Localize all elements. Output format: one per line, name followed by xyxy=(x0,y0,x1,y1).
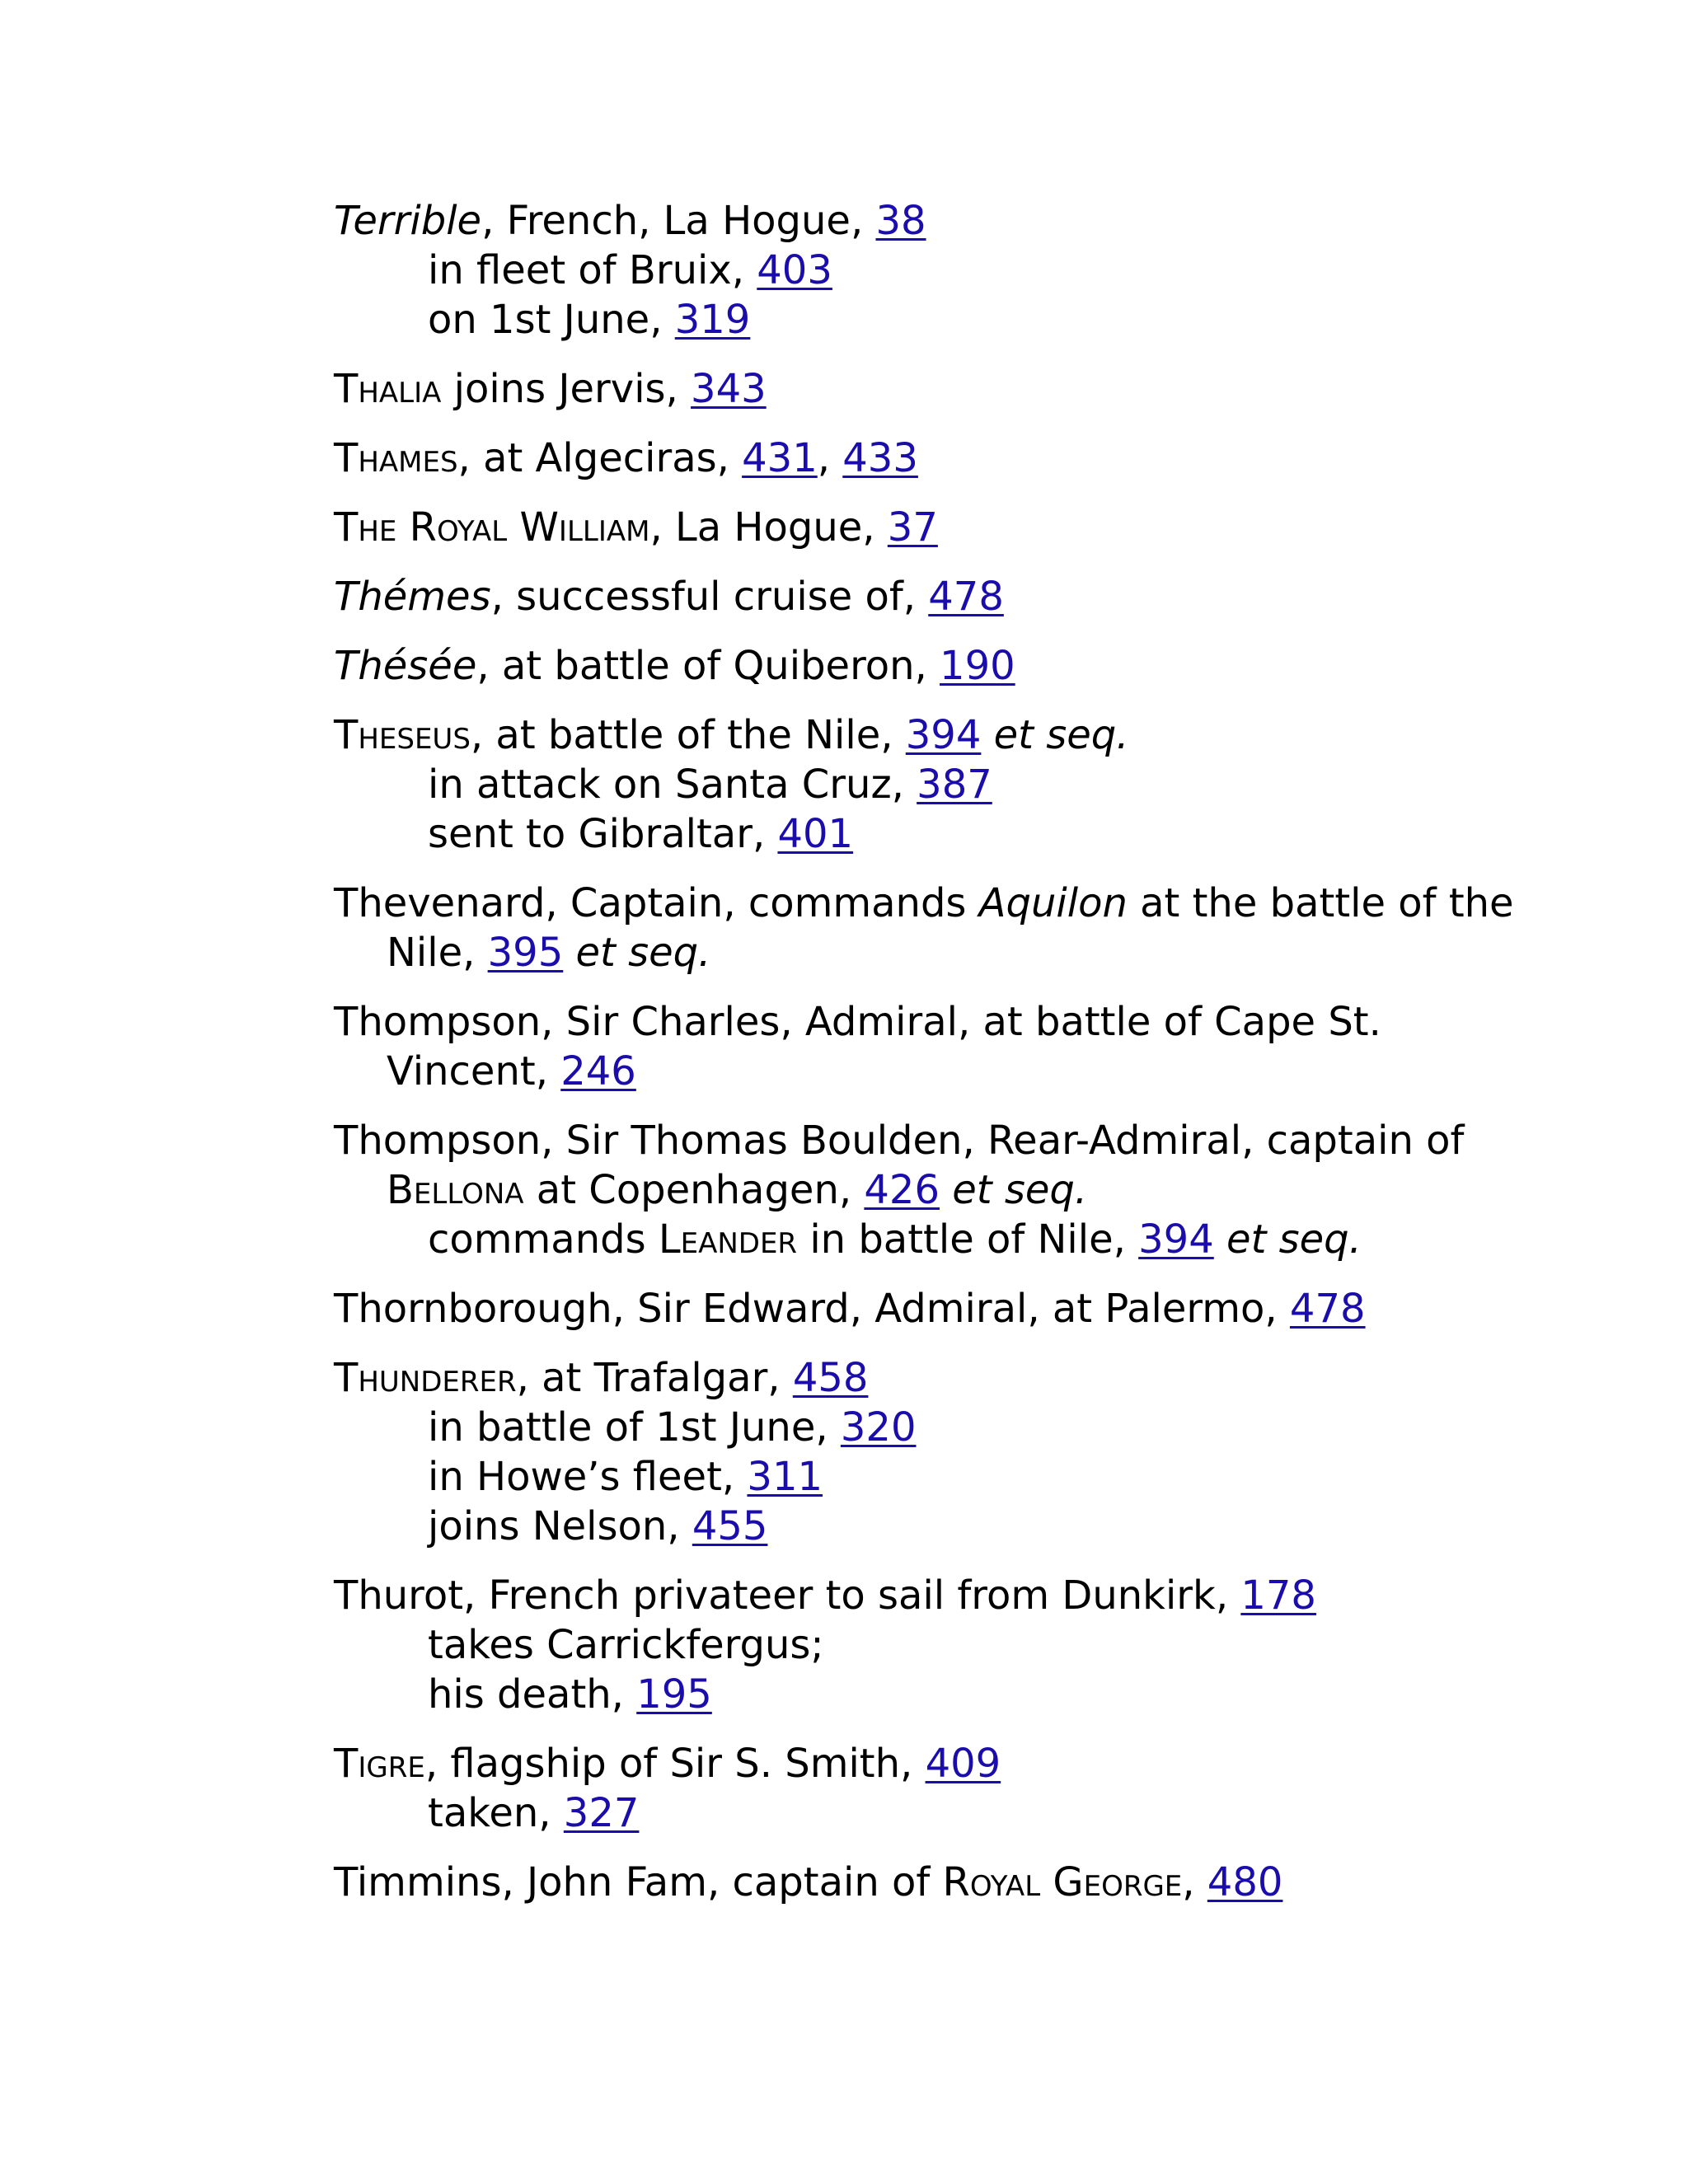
page-reference-link[interactable]: 387 xyxy=(917,762,992,808)
ship-name: Bellona xyxy=(387,1167,524,1213)
index-entry xyxy=(334,997,1430,1096)
page-reference-link[interactable]: 395 xyxy=(487,930,564,976)
ship-name: Thames xyxy=(334,435,458,481)
page-reference-link[interactable]: 311 xyxy=(747,1454,823,1500)
index-entry xyxy=(334,434,1430,483)
italic-text: Thémes xyxy=(334,574,491,620)
index-entry xyxy=(334,503,1430,552)
entry-text: , xyxy=(1182,1859,1207,1905)
index-entry xyxy=(334,572,1430,621)
entry-text: , successful cruise of, xyxy=(490,574,929,620)
index-entry xyxy=(334,196,1430,344)
italic-text: et seq. xyxy=(952,1167,1088,1213)
entry-text: takes Carrickfergus; xyxy=(428,1622,824,1668)
entry-heading-line xyxy=(334,434,1430,483)
index-entry xyxy=(334,1739,1430,1838)
entry-subentry-line xyxy=(334,1215,1430,1264)
page-reference-link[interactable]: 394 xyxy=(1138,1216,1214,1263)
entry-text: , at Algeciras, xyxy=(457,435,743,481)
page-reference-link[interactable]: 195 xyxy=(636,1671,712,1718)
page-reference-link[interactable]: 246 xyxy=(560,1048,636,1094)
entry-heading-line xyxy=(334,503,1430,552)
page-reference-link[interactable]: 401 xyxy=(777,811,854,857)
entry-heading-line xyxy=(334,710,1430,760)
index-entry xyxy=(334,1858,1430,1907)
entry-text: Thompson, Sir Charles, Admiral, at battle of Cape St. xyxy=(334,999,1381,1045)
italic-text: et seq. xyxy=(993,712,1129,758)
entry-text: on 1st June, xyxy=(428,297,675,343)
entry-heading-line xyxy=(334,1858,1430,1907)
italic-text: Thésée xyxy=(334,643,477,689)
entry-heading-line xyxy=(334,1739,1430,1788)
italic-text: et seq. xyxy=(1226,1216,1362,1263)
entry-text: Timmins, John Fam, captain of xyxy=(334,1859,943,1905)
page-reference-link[interactable]: 433 xyxy=(842,435,918,481)
entry-text: at Copenhagen, xyxy=(523,1167,865,1213)
page-reference-link[interactable]: 343 xyxy=(691,366,767,412)
page-reference-link[interactable]: 190 xyxy=(940,643,1015,689)
entry-subentry-line xyxy=(334,809,1430,859)
entry-text: Vincent, xyxy=(387,1048,561,1094)
page-reference-link[interactable]: 455 xyxy=(692,1503,768,1549)
entry-text: , La Hogue, xyxy=(649,504,888,551)
entry-heading-line xyxy=(334,641,1430,691)
entry-text: joins Nelson, xyxy=(428,1503,692,1549)
entry-text: , at battle of the Nile, xyxy=(470,712,906,758)
index-entry xyxy=(334,1571,1430,1719)
entry-text: Thevenard, Captain, commands xyxy=(334,880,979,926)
italic-text: et seq. xyxy=(575,930,711,976)
entry-text: sent to Gibraltar, xyxy=(428,811,778,857)
page-reference-link[interactable]: 431 xyxy=(742,435,818,481)
entry-subentry-line xyxy=(334,760,1430,809)
entry-subentry-line xyxy=(334,1620,1430,1670)
entry-heading-line xyxy=(334,1284,1430,1333)
page-reference-link[interactable]: 327 xyxy=(563,1790,640,1836)
page-reference-link[interactable]: 38 xyxy=(875,198,926,244)
entry-text xyxy=(563,930,575,976)
entry-text: in battle of 1st June, xyxy=(428,1404,841,1451)
entry-heading-line xyxy=(334,572,1430,621)
entry-text: in Howe’s fleet, xyxy=(428,1454,748,1500)
ship-name: Thalia xyxy=(334,366,442,412)
index-entry xyxy=(334,364,1430,414)
page-reference-link[interactable]: 319 xyxy=(674,297,751,343)
ship-name: Theseus xyxy=(334,712,471,758)
entry-subentry-line xyxy=(334,1452,1430,1502)
entry-text xyxy=(981,712,993,758)
entry-continuation-line xyxy=(334,1047,1430,1096)
page-reference-link[interactable]: 478 xyxy=(928,574,1004,620)
entry-text: , xyxy=(817,435,843,481)
entry-text: , French, La Hogue, xyxy=(481,198,876,244)
entry-text: , flagship of Sir S. Smith, xyxy=(424,1741,926,1787)
entry-text: joins Jervis, xyxy=(441,366,692,412)
entry-text: Thornborough, Sir Edward, Admiral, at Palermo, xyxy=(334,1286,1290,1332)
ship-name: Tigre xyxy=(334,1741,425,1787)
page-reference-link[interactable]: 426 xyxy=(864,1167,940,1213)
entry-subentry-line xyxy=(334,1502,1430,1551)
entry-continuation-line xyxy=(334,928,1430,977)
index-entry xyxy=(334,1353,1430,1551)
entry-subentry-line xyxy=(334,1403,1430,1452)
page-reference-link[interactable]: 37 xyxy=(887,504,938,551)
entry-text: Thurot, French privateer to sail from Dunkirk, xyxy=(334,1572,1241,1619)
index-page xyxy=(334,196,1514,1927)
ship-name: Thunderer xyxy=(334,1355,517,1401)
entry-heading-line xyxy=(334,196,1430,246)
page-reference-link[interactable]: 458 xyxy=(792,1355,869,1401)
index-entry xyxy=(334,879,1514,977)
entry-continuation-line xyxy=(334,1165,1430,1215)
entry-heading-line xyxy=(334,1116,1465,1165)
entry-heading-line xyxy=(334,997,1430,1047)
entry-text xyxy=(940,1167,952,1213)
index-entry xyxy=(334,710,1430,859)
entry-subentry-line xyxy=(334,246,1430,295)
entry-text: in attack on Santa Cruz, xyxy=(428,762,917,808)
entry-text: , at battle of Quiberon, xyxy=(476,643,940,689)
entry-heading-line xyxy=(334,1353,1430,1403)
ship-name: Leander xyxy=(658,1216,798,1263)
entry-text: Thompson, Sir Thomas Boulden, Rear-Admiral, captain of xyxy=(334,1118,1465,1164)
page-reference-link[interactable]: 394 xyxy=(905,712,982,758)
italic-text: Aquilon xyxy=(978,880,1128,926)
ship-name: The Royal William xyxy=(334,504,650,551)
entry-heading-line xyxy=(334,879,1514,928)
entry-text: his death, xyxy=(428,1671,637,1718)
index-entry xyxy=(334,641,1430,691)
page-reference-link[interactable]: 403 xyxy=(757,247,832,293)
index-entry xyxy=(334,1284,1430,1333)
page-reference-link[interactable]: 320 xyxy=(840,1404,917,1451)
entry-heading-line xyxy=(334,1571,1430,1620)
entry-heading-line xyxy=(334,364,1430,414)
page-reference-link[interactable]: 480 xyxy=(1207,1859,1283,1905)
ship-name: Royal George xyxy=(942,1859,1183,1905)
entry-subentry-line xyxy=(334,1788,1430,1838)
entry-text: Nile, xyxy=(387,930,488,976)
entry-subentry-line xyxy=(334,295,1430,344)
entry-text: commands xyxy=(428,1216,659,1263)
entry-text: taken, xyxy=(428,1790,564,1836)
index-entry xyxy=(334,1116,1465,1264)
entry-subentry-line xyxy=(334,1670,1430,1719)
page-reference-link[interactable]: 409 xyxy=(925,1741,1001,1787)
entry-text xyxy=(1214,1216,1226,1263)
entry-text: in battle of Nile, xyxy=(797,1216,1139,1263)
page-reference-link[interactable]: 178 xyxy=(1240,1572,1316,1619)
entry-text: at the battle of the xyxy=(1127,880,1514,926)
italic-text: Terrible xyxy=(334,198,482,244)
entry-text: in fleet of Bruix, xyxy=(428,247,757,293)
entry-text: , at Trafalgar, xyxy=(516,1355,793,1401)
page-reference-link[interactable]: 478 xyxy=(1289,1286,1366,1332)
